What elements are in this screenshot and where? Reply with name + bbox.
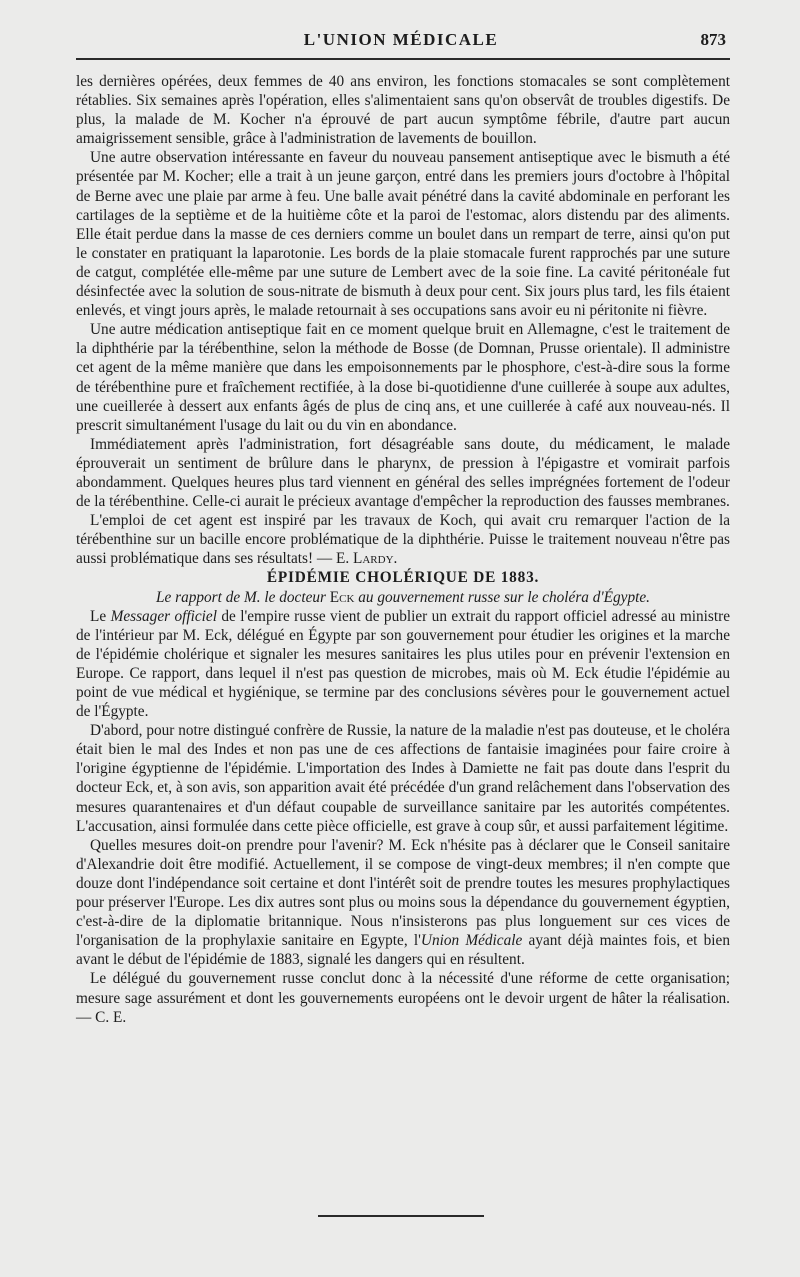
paragraph-future-measures (76, 836, 730, 970)
running-head (76, 30, 726, 60)
p1-italic-title: Messager officiel (110, 607, 217, 625)
subtitle-text-start: Le rapport de M. le docteur (156, 588, 330, 606)
paragraph-final-conclusion: Le délégué du gouvernement russe conclut donc à la nécessité d'une réforme de cette organisation; mesure sage assurément et dont les gouvernements européens ont le devoir urgent de hâter la réalisation. — C. E. (76, 970, 730, 1026)
page-body (76, 72, 730, 1027)
paragraph-messager-officiel (76, 607, 730, 722)
paragraph-continued: les dernières opérées, deux femmes de 40 ans environ, les fonctions stomacales se sont complètement rétablies. Six semaines après l'opération, elles s'alimentaient sans qu'on observât de troubles digestifs. De plus, la malade de M. Kocher n'a éprouvé de part aucun symptôme fébrile, d'autre part aucun amaigrissement sensible, grâce à l'administration de lavements de bouillon. (76, 73, 730, 148)
end-rule (318, 1215, 484, 1217)
subtitle-author-name: Eck (329, 588, 355, 606)
p3-italic-journal: Union Médicale (420, 932, 523, 950)
paragraph-bismuth-case: Une autre observation intéressante en faveur du nouveau pansement antiseptique avec le bismuth a été présentée par M. Kocher; elle a trait à un jeune garçon, entré dans les premiers jours d'octobre à l'hôpital de Berne avec une plaie par arme à feu. Une balle avait pénétré dans la cavité abdominale en perforant les cartilages de la septième et de la huitième côte et la paroi de l'estomac, alors distendu par des aliments. Elle était perdue dans la masse de ces derniers comme un boulet dans un rempart de terre, ainsi qu'on put le constater en pratiquant la laparotonie. Les bords de la plaie stomacale furent rapprochés par une suture de catgut, complétée elle-même par une suture de Lembert avec de la soie fine. La cavité péritonéale fut désinfectée avec la solution de sous-nitrate de bismuth à deux pour cent. Six jours plus tard, les fils étaient enlevés, et vingt jours après, le malade retournait à ses occupations sans avoir eu ni péritonite ni fièvre. (76, 149, 730, 320)
section-subtitle (76, 588, 730, 607)
author-signature: Lardy. (353, 550, 398, 568)
paragraph-koch-text: L'emploi de cet agent est inspiré par les travaux de Koch, qui avait cru remarquer l'action de la térébenthine sur un bacille encore problématique de la diphthérie. Puisse le traitement nouveau n'être pas aussi problématique dans ses résultats! — E. (76, 512, 730, 568)
p3-start: Quelles mesures doit-on prendre pour l'avenir? M. Eck n'hésite pas à déclarer que le Conseil sanitaire d'Alexandrie doit être modifié. Actuellement, il se compose de vingt-deux membres; il n'en compte que douze dont l'indépendance soit certaine et dont l'intérêt soit de prendre toutes les mesures prophylactiques pour préserver l'Europe. Les dix autres sont plus ou moins sous la dépendance du gouvernement égyptien, c'est-à-dire de la diplomatie britannique. Nous n'insisterons pas plus longuement sur ces vices de l'organisation de la prophylaxie sanitaire en Egypte, l' (76, 836, 730, 950)
section-title: ÉPIDÉMIE CHOLÉRIQUE DE 1883. (266, 569, 540, 587)
subtitle-text-end: au gouvernement russe sur le choléra d'Égypte. (354, 588, 650, 606)
header-rule (76, 58, 730, 60)
journal-title: L'UNION MÉDICALE (303, 30, 499, 49)
p1-start: Le (90, 607, 111, 625)
p1-rest: de l'empire russe vient de publier un extrait du rapport officiel adressé au ministre de l'intérieur par M. Eck, délégué en Égypte par son gouvernement pour étudier les origines et la marche de l'épidémie cholérique et signaler les mesures sanitaires les plus utiles pour en prévenir l'extension en Europe. Ce rapport, dans lequel il n'est pas question de microbes, mais où M. Eck étudie l'épidémie au point de vue médical et hygiénique, se termine par des conclusions sévères pour le gouvernement actuel de l'Égypte. (76, 607, 731, 721)
paragraph-koch-conclusion (76, 511, 730, 568)
paragraph-diphtheria-treatment: Une autre médication antiseptique fait en ce moment quelque bruit en Allemagne, c'est le traitement de la diphthérie par la térébenthine, selon la méthode de Bosse (de Domnan, Prusse orientale). Il administre cet agent de la même manière que dans les empoisonnements par le phosphore, c'est-à-dire sous la forme de térébenthine pure et fraîchement rectifiée, à la dose bi-quotidienne d'une cuillerée à soupe aux adultes, une cueillerée à dessert aux enfants âgés de plus de cinq ans, et une cuillerée à café aux nouveau-nés. Il prescrit simultanément l'usage du lait ou du vin en abondance. (76, 321, 730, 434)
page-number: 873 (700, 30, 726, 49)
p3-rest: ayant déjà maintes fois, et bien avant le début de l'épidémie de 1883, signalé les dangers qui en résultent. (76, 932, 730, 969)
paragraph-disease-nature: D'abord, pour notre distingué confrère de Russie, la nature de la maladie n'est pas douteuse, et le choléra était bien le mal des Indes et non pas une de ces affections de fantaisie imaginées pour faire croire à l'origine égyptienne de l'épidémie. L'importation des Indes à Damiette ne fait pas doute dans l'esprit du docteur Eck, et, à son avis, son apparition avait été précédée d'un grand relâchement dans l'observation des mesures quarantenaires et d'un défaut coupable de surveillance sanitaire par les autorités compétentes. L'accusation, ainsi formulée dans cette pièce officielle, est grave à coup sûr, et aussi parfaitement légitime. (76, 722, 730, 835)
paragraph-turpentine-effects: Immédiatement après l'administration, fort désagréable sans doute, du médicament, le malade éprouverait un sentiment de brûlure dans le pharynx, de pression à l'épigastre et vomirait parfois abondamment. Quelques heures plus tard viennent en général des selles imprégnées fortement de l'odeur de la térébenthine. Celle-ci aurait le précieux avantage d'empêcher la reproduction des fausses membranes. (76, 435, 730, 511)
